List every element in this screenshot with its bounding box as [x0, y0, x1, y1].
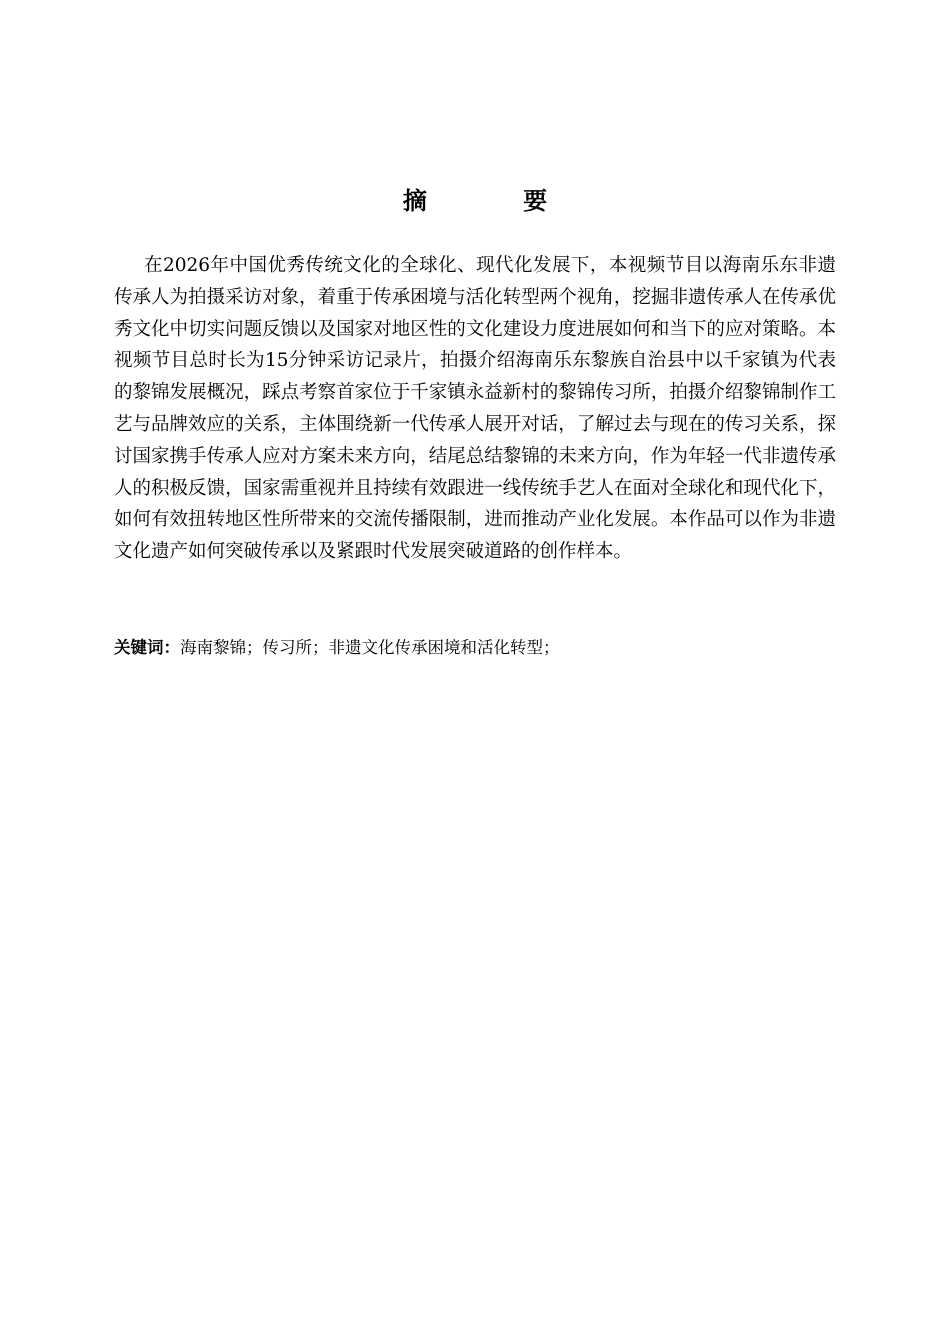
keywords-text: 海南黎锦；传习所；非遗文化传承困境和活化转型；: [180, 638, 560, 657]
keywords-line: [114, 634, 836, 662]
keywords-label: 关键词：: [114, 638, 180, 657]
page-title: 摘 要: [402, 187, 592, 215]
abstract-paragraph: 在2026年中国优秀传统文化的全球化、现代化发展下，本视频节目以海南乐东非遗传承人为拍摄采访对象，着重于传承困境与活化转型两个视角，挖掘非遗传承人在传承优秀文化中切实问题反馈以及国家对地区性的文化建设力度进展如何和当下的应对策略。本视频节目总时长为15分钟采访记录片，拍摄介绍海南乐东黎族自治县中以千家镇为代表的黎锦发展概况，踩点考察首家位于千家镇永益新村的黎锦传习所，拍摄介绍黎锦制作工艺与品牌效应的关系，主体围绕新一代传承人展开对话，了解过去与现在的传习关系，探讨国家携手传承人应对方案未来方向，结尾总结黎锦的未来方向，作为年轻一代非遗传承人的积极反馈，国家需重视并且持续有效跟进一线传统手艺人在面对全球化和现代化下，如何有效扭转地区性所带来的交流传播限制，进而推动产业化发展。本作品可以作为非遗文化遗产如何突破传承以及紧跟时代发展突破道路的创作样本。: [114, 255, 836, 563]
